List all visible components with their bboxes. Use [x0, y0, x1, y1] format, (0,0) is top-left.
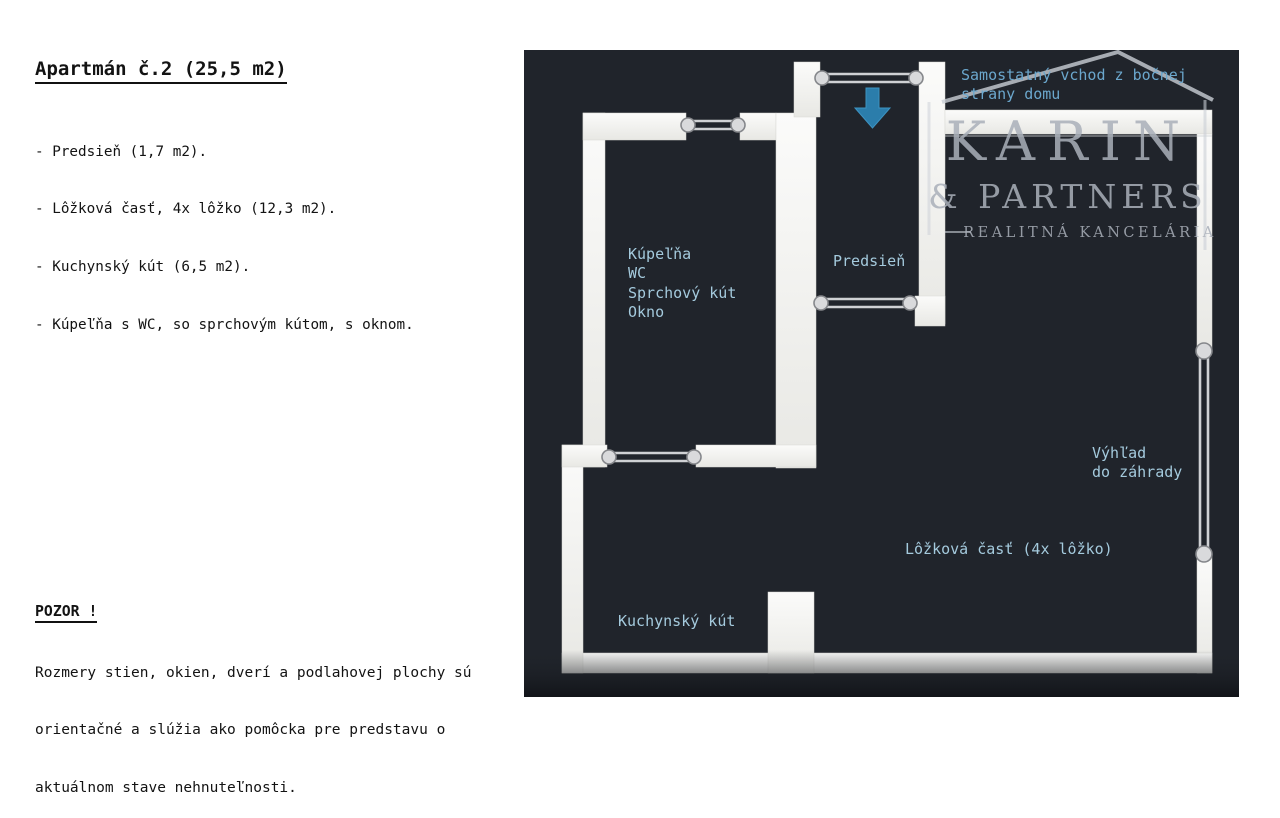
list-item: - Lôžková časť, 4x lôžko (12,3 m2).	[35, 201, 337, 218]
garden-view-label: Výhľad	[1092, 444, 1147, 462]
hallway-door	[814, 296, 917, 310]
garden-view-label: do záhrady	[1092, 463, 1183, 481]
warning-line: Rozmery stien, okien, dverí a podlahovej plochy sú	[35, 664, 472, 681]
list-item: - Kúpeľňa s WC, so sprchovým kútom, s oknom.	[35, 317, 414, 334]
bathroom-label: WC	[628, 264, 647, 282]
entrance-label: Samostatný vchod z bočnej	[961, 66, 1187, 84]
entrance-arrow-icon	[855, 88, 890, 128]
bathroom-label: Kúpeľňa	[628, 245, 692, 263]
bathroom-label: Sprchový kút	[628, 284, 737, 302]
feature-list	[35, 104, 414, 355]
watermark-brand-top: KARIN	[945, 110, 1193, 173]
warning-line: orientačné a slúžia ako pomôcka pre predstavu o	[35, 722, 446, 739]
warning-title	[35, 603, 97, 623]
watermark-tagline: REALITNÁ KANCELÁRIA	[963, 225, 1217, 241]
plan-vignette	[524, 650, 1239, 697]
bathroom-window	[681, 118, 745, 132]
entrance-door	[815, 71, 923, 85]
page-title-text: Apartmán č.2 (25,5 m2)	[35, 58, 287, 84]
garden-window	[1196, 343, 1212, 562]
page-title	[35, 58, 287, 84]
bathroom-label: Okno	[628, 303, 665, 321]
bedroom-label: Lôžková časť (4x lôžko)	[905, 540, 1113, 558]
warning-title-text: POZOR !	[35, 603, 97, 623]
list-item: - Kuchynský kút (6,5 m2).	[35, 259, 251, 276]
floor-plan-image	[524, 50, 1239, 697]
list-item: - Predsieň (1,7 m2).	[35, 143, 208, 160]
warning-line: aktuálnom stave nehnuteľnosti.	[35, 780, 297, 797]
hallway-label: Predsieň	[833, 252, 906, 270]
kitchen-window	[602, 450, 701, 464]
warning-paragraph	[35, 625, 472, 818]
entrance-label: strany domu	[961, 85, 1061, 103]
kitchen-label: Kuchynský kút	[618, 612, 736, 630]
watermark-brand-bottom: & PARTNERS	[928, 177, 1208, 216]
